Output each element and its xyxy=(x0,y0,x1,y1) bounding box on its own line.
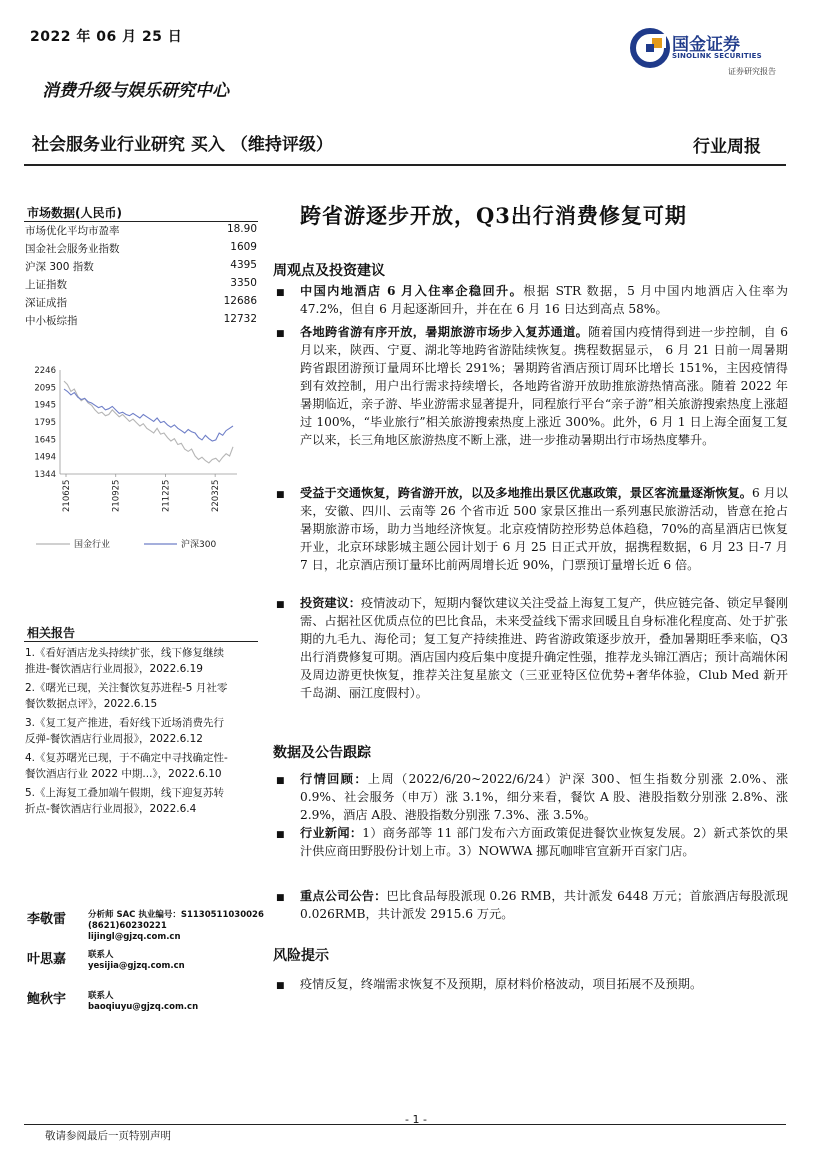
section-weekly-title: 周观点及投资建议 xyxy=(273,263,385,279)
market-row xyxy=(25,259,257,275)
weekly-point xyxy=(300,484,788,574)
weekly-point xyxy=(300,323,788,449)
y-tick-label: 2246 xyxy=(34,366,56,376)
analyst-role: 分析师 SAC 执业编号：S1130511030026 xyxy=(88,910,264,920)
data-point xyxy=(300,824,788,860)
analyst-email[interactable]: lijingl@gjzq.com.cn xyxy=(88,932,181,942)
point-text: 上周（2022/6/20~2022/6/24）沪深 300、恒生指数分别涨 2.0%、涨 0.9%、社会服务（申万）涨 3.1%，细分来看，餐饮 A 股、港股指数分别涨 2.8%、涨 2.9%，酒店 A股、港股指数分别涨 7.3%、涨 3.5%。 xyxy=(300,772,789,822)
related-line: 餐饮酒店行业 2022 中期...》，2022.6.10 xyxy=(25,768,222,780)
related-report-item[interactable] xyxy=(25,715,265,747)
bullet-icon: ■ xyxy=(276,776,285,786)
market-value: 18.90 xyxy=(226,223,257,235)
point-lead: 中国内地酒店 6 月入住率企稳回升。 xyxy=(300,284,524,298)
logo-english: SINOLINK SECURITIES xyxy=(672,52,762,60)
legend-label: 沪深300 xyxy=(181,540,217,550)
market-label: 上证指数 xyxy=(25,279,67,291)
chart-svg xyxy=(22,360,257,560)
related-line: 折点-餐饮酒店行业周报》，2022.6.4 xyxy=(25,803,197,815)
y-tick-label: 2095 xyxy=(34,383,56,394)
related-reports-title: 相关报告 xyxy=(27,626,76,640)
footer-disclaimer: 敬请参阅最后一页特别声明 xyxy=(45,1130,171,1142)
weekly-point xyxy=(300,282,788,318)
series-line-csi300 xyxy=(64,389,233,441)
company-logo xyxy=(630,24,805,79)
point-text: 根据 STR 数据，5 月中国内地酒店入住率为 47.2%，但自 6 月起逐渐回升，并在在 6 月 16 日达到高点 58%。 xyxy=(300,284,789,316)
analyst-info xyxy=(88,910,264,943)
x-tick-label: 220325 xyxy=(211,479,222,512)
related-line: 反弹-餐饮酒店行业周报》，2022.6.12 xyxy=(25,733,203,745)
market-row xyxy=(25,277,257,293)
related-report-item[interactable] xyxy=(25,785,265,817)
section-data-title: 数据及公告跟踪 xyxy=(273,745,371,761)
market-label: 沪深 300 指数 xyxy=(25,261,94,273)
related-line: 推进-餐饮酒店行业周报》，2022.6.19 xyxy=(25,663,203,675)
related-report-item[interactable] xyxy=(25,680,265,712)
y-tick-label: 1795 xyxy=(34,418,56,428)
analyst-info xyxy=(88,991,198,1013)
bullet-icon: ■ xyxy=(276,600,285,610)
bullet-icon: ■ xyxy=(276,981,285,991)
series-line-industry xyxy=(64,381,233,463)
market-value: 12686 xyxy=(223,295,257,307)
risk-text: 疫情反复，终端需求恢复不及预期，原材料价格波动，项目拓展不及预期。 xyxy=(300,977,703,991)
bullet-icon: ■ xyxy=(276,490,285,500)
x-tick-label: 211225 xyxy=(161,479,172,512)
analyst-phone: (8621)60230221 xyxy=(88,921,167,931)
logo-name: 国金证券 xyxy=(672,35,740,55)
y-tick-label: 1494 xyxy=(34,452,56,463)
point-text: 6 月以来，安徽、四川、云南等 26 个省市近 500 家景区推出一系列惠民旅游活动，皆意在抢占暑期旅游市场，助力当地经济恢复。北京疫情防控形势总体趋稳，70%的高星酒店已恢复开业，北京环球影城主题公园计划于 6 月 25 日正式开放，据携程数据，6 月 23 日-7 月 7 日，北京酒店预订量环比前两周增长近 90%，门票预订量增长近 6 倍。 xyxy=(300,486,788,572)
point-lead: 各地跨省游有序开放，暑期旅游市场步入复苏通道。 xyxy=(300,325,589,339)
research-center: 消费升级与娱乐研究中心 xyxy=(42,81,229,101)
bullet-icon: ■ xyxy=(276,288,285,298)
analyst-email[interactable]: baoqiuyu@gjzq.com.cn xyxy=(88,1002,199,1012)
bullet-icon: ■ xyxy=(276,329,285,339)
market-label: 中小板综指 xyxy=(25,315,78,327)
related-title-rule xyxy=(24,641,258,642)
point-text: 巴比食品每股派现 0.26 RMB，共计派发 6448 万元；首旅酒店每股派现 0.026RMB，共计派发 2915.6 万元。 xyxy=(300,889,788,921)
page-number: - 1 - xyxy=(405,1113,427,1126)
point-lead: 行情回顾： xyxy=(300,772,368,786)
weekly-point xyxy=(300,594,788,702)
market-label: 市场优化平均市盈率 xyxy=(25,225,120,237)
analyst-name: 鲍秋宇 xyxy=(27,992,67,1007)
report-title: 跨省游逐步开放，Q3出行消费修复可期 xyxy=(300,203,687,228)
report-type: 行业周报 xyxy=(693,137,761,157)
market-row xyxy=(25,223,257,239)
index-chart xyxy=(22,360,257,560)
point-lead: 重点公司公告： xyxy=(300,889,387,903)
legend-label: 国金行业 xyxy=(74,540,111,550)
market-data-title: 市场数据(人民币) xyxy=(27,206,122,220)
logo-subtitle: 证券研究报告 xyxy=(728,67,776,76)
related-line: 3.《复工复产推进，看好线下近场消费先行 xyxy=(25,717,225,729)
point-lead: 投资建议： xyxy=(300,596,362,610)
market-label: 国金社会服务业指数 xyxy=(25,243,120,255)
point-text: 1）商务部等 11 部门发布六方面政策促进餐饮业恢复发展。2）新式茶饮的果汁供应商田野股份计划上市。3）NOWWA 挪瓦咖啡官宣新开百家门店。 xyxy=(300,826,789,858)
point-lead: 行业新闻： xyxy=(300,826,363,840)
related-line: 1.《看好酒店龙头持续扩张，线下修复继续 xyxy=(25,647,225,659)
analyst-role: 联系人 xyxy=(88,950,114,960)
related-report-item[interactable] xyxy=(25,750,265,782)
bullet-icon: ■ xyxy=(276,893,285,903)
point-text: 随着国内疫情得到进一步控制，自 6 月以来，陕西、宁夏、湖北等地跨省游陆续恢复。携程数据显示， 6 月 21 日前一周暑期跨省跟团游预订量周环比增长 291%；暑期跨省酒店预订周环比增长 151%，主因疫情得到有效控制，用户出行需求持续增长，各地跨省游开放助推旅游热情高涨。随着 2022 年暑期临近，亲子游、毕业游需求显著提升，同程旅行平台“亲子游”相关旅游搜索热度上涨超过 100%，“毕业旅行”相关旅游搜索热度上涨近 300%。此外，6 月 1 日上海全面复工复产以来，长三角地区旅游热度不断上涨，进一步推动暑期出行市场热度攀升。 xyxy=(300,325,788,447)
market-row xyxy=(25,295,257,311)
market-row xyxy=(25,241,257,257)
market-value: 12732 xyxy=(223,313,257,325)
industry-rating: 社会服务业行业研究 买入 （维持评级） xyxy=(32,135,333,155)
point-lead: 受益于交通恢复，跨省游开放，以及多地推出景区优惠政策，景区客流量逐渐恢复。 xyxy=(300,486,752,500)
y-tick-label: 1945 xyxy=(34,400,56,411)
point-text: 疫情波动下，短期内餐饮建议关注受益上海复工复产，供应链完备、锁定早餐刚需、占据社区优质点位的巴比食品，未来受益线下需求回暖且自身标准化程度高、处于扩张期的九毛九、海伦司；复工复产持续推进、跨省游政策逐步放开，叠加暑期旺季来临，Q3 出行消费修复可期。酒店国内疫后集中度提升确定性强，推荐龙头锦江酒店；预计高端休闲及周边游更快恢复，推荐关注复星旅文（三亚亚特区位优势+奢华体验，Club Med 新开千岛湖、丽江度假村）。 xyxy=(300,596,789,700)
analyst-role: 联系人 xyxy=(88,991,114,1001)
related-report-item[interactable] xyxy=(25,645,265,677)
market-row xyxy=(25,313,257,329)
logo-mark-icon xyxy=(630,28,670,68)
data-point xyxy=(300,887,788,923)
related-line: 4.《复苏曙光已现，于不确定中寻找确定性- xyxy=(25,752,228,764)
analyst-name: 李敬雷 xyxy=(27,912,67,927)
analyst-info xyxy=(88,950,185,972)
report-date: 2022 年 06 月 25 日 xyxy=(30,29,183,45)
related-line: 餐饮数据点评》，2022.6.15 xyxy=(25,698,158,710)
bullet-icon: ■ xyxy=(276,830,285,840)
section-risk-title: 风险提示 xyxy=(273,948,329,964)
y-tick-label: 1344 xyxy=(34,470,56,480)
data-point xyxy=(300,770,788,824)
x-tick-label: 210625 xyxy=(62,479,72,512)
analyst-name: 叶思嘉 xyxy=(27,952,67,967)
market-value: 1609 xyxy=(230,241,257,253)
market-value: 4395 xyxy=(230,259,257,271)
market-value: 3350 xyxy=(230,277,257,289)
x-tick-label: 210925 xyxy=(111,479,122,512)
header-divider xyxy=(24,164,786,166)
related-line: 5.《上海复工叠加端午假期，线下迎复苏转 xyxy=(25,787,225,799)
analyst-email[interactable]: yesijia@gjzq.com.cn xyxy=(88,961,185,971)
market-label: 深证成指 xyxy=(25,297,67,309)
market-title-rule xyxy=(24,221,258,222)
y-tick-label: 1645 xyxy=(34,435,56,446)
related-line: 2.《曙光已现，关注餐饮复苏进程-5 月社零 xyxy=(25,682,228,694)
